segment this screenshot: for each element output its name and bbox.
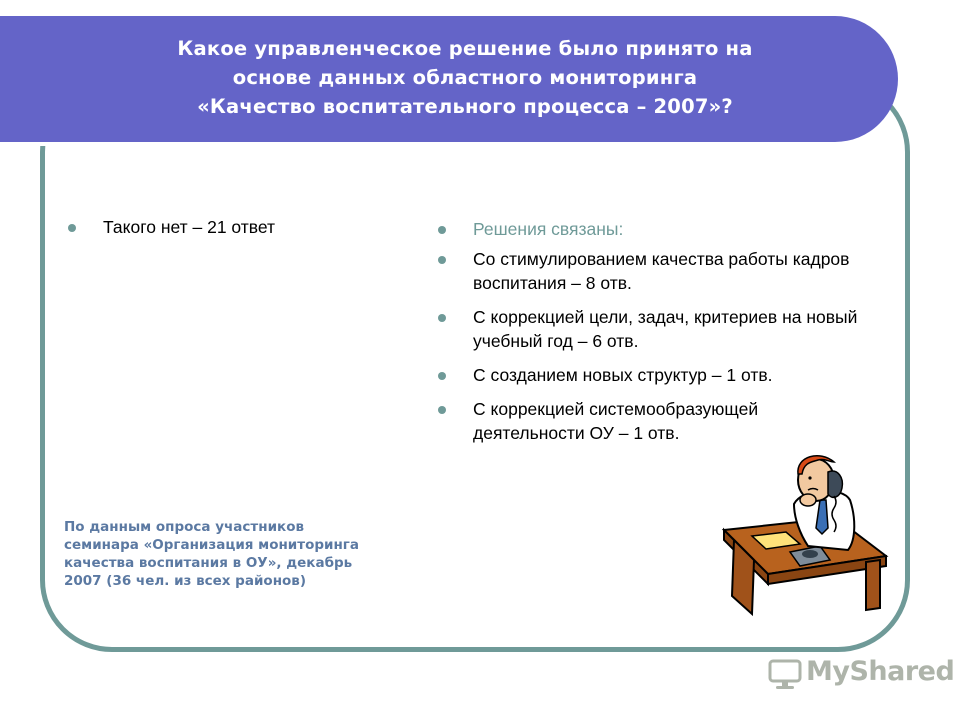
list-item — [438, 363, 858, 387]
bullet-text: С коррекцией цели, задач, критериев на новый учебный год – 6 отв. — [473, 307, 858, 351]
list-item — [68, 215, 408, 239]
bullet-text: Со стимулированием качества работы кадров воспитания – 8 отв. — [473, 249, 850, 293]
list-item — [438, 247, 858, 295]
bullet-dot — [438, 314, 446, 322]
bullet-dot — [68, 224, 76, 232]
bullet-dot — [438, 372, 446, 380]
monitor-icon — [766, 655, 806, 691]
right-bullet-list — [438, 217, 858, 455]
source-line-3: качества воспитания в ОУ», декабрь — [64, 555, 353, 571]
bullet-dot — [438, 226, 446, 234]
source-note — [64, 518, 404, 590]
title-underline — [40, 142, 848, 146]
bullet-dot — [438, 406, 446, 414]
bullet-text: С созданием новых структур – 1 отв. — [473, 365, 773, 385]
source-line-4: 2007 (36 чел. из всех районов) — [64, 573, 307, 589]
list-item — [438, 305, 858, 353]
man-on-phone-illustration — [716, 448, 896, 618]
list-item — [438, 397, 858, 445]
title-line-3: «Качество воспитательного процесса – 2007»? — [197, 95, 733, 118]
left-bullet-list — [68, 215, 408, 249]
bullet-text: Решения связаны: — [473, 219, 624, 239]
title-line-2: основе данных областного мониторинга — [232, 66, 698, 89]
source-line-1: По данным опроса участников — [64, 519, 305, 535]
bullet-text: С коррекцией системообразующей деятельности ОУ – 1 отв. — [473, 399, 759, 443]
slide-title — [100, 34, 830, 121]
bullet-dot — [438, 256, 446, 264]
bullet-text: Такого нет – 21 ответ — [103, 217, 276, 237]
watermark-text: MyShared — [806, 656, 955, 687]
source-line-2: семинара «Организация мониторинга — [64, 537, 359, 553]
title-line-1: Какое управленческое решение было принято на — [177, 37, 753, 60]
list-item — [438, 217, 858, 241]
